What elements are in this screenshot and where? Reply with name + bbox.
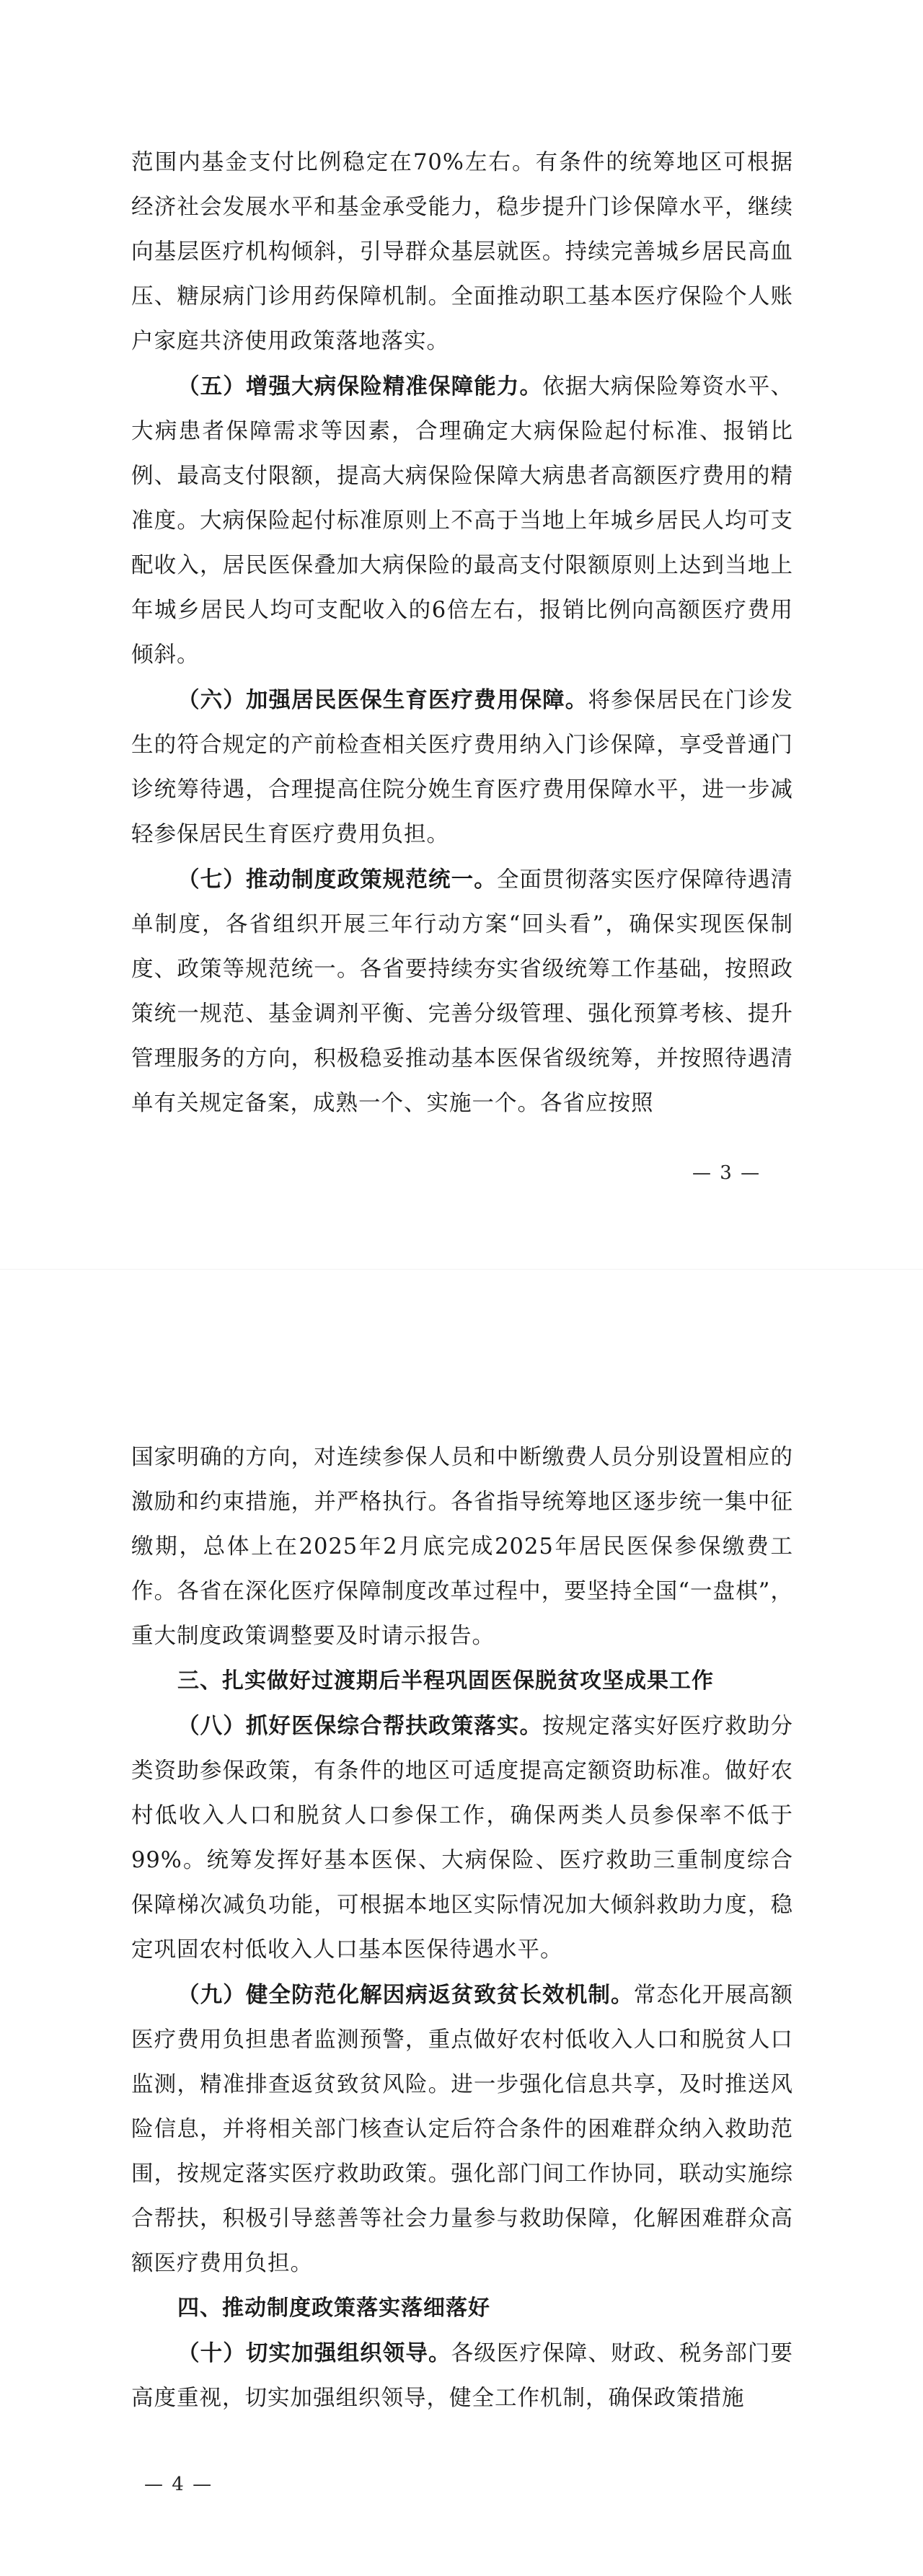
- paragraph-text: 范围内基金支付比例稳定在70%左右。有条件的统筹地区可根据经济社会发展水平和基金承受能力，稳步提升门诊保障水平，继续向基层医疗机构倾斜，引导群众基层就医。持续完善城乡居民高血压、糖尿病门诊用药保障机制。全面推动职工基本医疗保险个人账户家庭共济使用政策落地落实。: [131, 150, 793, 354]
- document-page-4: [0, 1269, 923, 2576]
- item-6-text: 将参保居民在门诊发生的符合规定的产前检查相关医疗费用纳入门诊保障，享受普通门诊统筹待遇，合理提高住院分娩生育医疗费用保障水平，进一步减轻参保居民生育医疗费用负担。: [131, 688, 794, 847]
- item-8-text: 按规定落实好医疗救助分类资助参保政策，有条件的地区可适度提高定额资助标准。做好农村低收入人口和脱贫人口参保工作，确保两类人员参保率不低于99%。统筹发挥好基本医保、大病保险、医疗救助三重制度综合保障梯次减负功能，可根据本地区实际情况加大倾斜救助力度，稳定巩固农村低收入人口基本医保待遇水平。: [131, 1714, 794, 1962]
- item-9-text: 常态化开展高额医疗费用负担患者监测预警，重点做好农村低收入人口和脱贫人口监测，精准排查返贫致贫风险。进一步强化信息共享，及时推送风险信息，并将相关部门核查认定后符合条件的困难群众纳入救助范围，按规定落实医疗救助政策。强化部门间工作协同，联动实施综合帮扶，积极引导慈善等社会力量参与救助保障，化解困难群众高额医疗费用负担。: [131, 1983, 794, 2276]
- paragraph-item-8: [131, 1704, 793, 1973]
- section-heading-3: 三、扎实做好过渡期后半程巩固医保脱贫攻坚成果工作: [177, 1668, 714, 1694]
- paragraph-item-5: [131, 364, 793, 678]
- item-8-heading: （八）抓好医保综合帮扶政策落实。: [177, 1713, 543, 1739]
- item-9-heading: （九）健全防范化解因病返贫致贫长效机制。: [177, 1982, 634, 2008]
- paragraph-text: 国家明确的方向，对连续参保人员和中断缴费人员分别设置相应的激励和约束措施，并严格执行。各省指导统筹地区逐步统一集中征缴期，总体上在2025年2月底完成2025年居民医保参保缴费工作。各省在深化医疗保障制度改革过程中，要坚持全国“一盘棋”，重大制度政策调整要及时请示报告。: [131, 1445, 793, 1649]
- paragraph-continuation: [131, 1435, 793, 1659]
- item-10-text: 各级医疗保障、财政、税务部门要高度重视，切实加强组织领导，健全工作机制，确保政策措施: [131, 2341, 794, 2411]
- paragraph-item-10: [131, 2331, 793, 2421]
- item-7-text: 全面贯彻落实医疗保障待遇清单制度，各省组织开展三年行动方案“回头看”，确保实现医保制度、政策等规范统一。各省要持续夯实省级统筹工作基础，按照政策统一规范、基金调剂平衡、完善分级管理、强化预算考核、提升管理服务的方向，积极稳妥推动基本医保省级统筹，并按照待遇清单有关规定备案，成熟一个、实施一个。各省应按照: [131, 867, 794, 1116]
- page-3-body: [131, 141, 793, 1126]
- paragraph-item-7: [131, 857, 793, 1126]
- paragraph-item-6: [131, 678, 793, 857]
- page-number: — 3 —: [692, 1162, 761, 1184]
- paragraph-continuation: [131, 141, 793, 364]
- document-page-3: [0, 0, 923, 1269]
- paragraph-item-9: [131, 1973, 793, 2286]
- item-5-text: 依据大病保险筹资水平、大病患者保障需求等因素，合理确定大病保险起付标准、报销比例、最高支付限额，提高大病保险保障大病患者高额医疗费用的精准度。大病保险起付标准原则上不高于当地上年城乡居民人均可支配收入，居民医保叠加大病保险的最高支付限额原则上达到当地上年城乡居民人均可支配收入的6倍左右，报销比例向高额医疗费用倾斜。: [131, 374, 794, 668]
- page-number: — 4 —: [144, 2474, 213, 2495]
- item-7-heading: （七）推动制度政策规范统一。: [177, 867, 497, 893]
- item-10-heading: （十）切实加强组织领导。: [177, 2340, 451, 2366]
- item-5-heading: （五）增强大病保险精准保障能力。: [177, 373, 543, 399]
- item-6-heading: （六）加强居民医保生育医疗费用保障。: [177, 687, 588, 713]
- section-heading-4: 四、推动制度政策落实落细落好: [177, 2296, 490, 2321]
- page-4-body: [131, 1435, 793, 2421]
